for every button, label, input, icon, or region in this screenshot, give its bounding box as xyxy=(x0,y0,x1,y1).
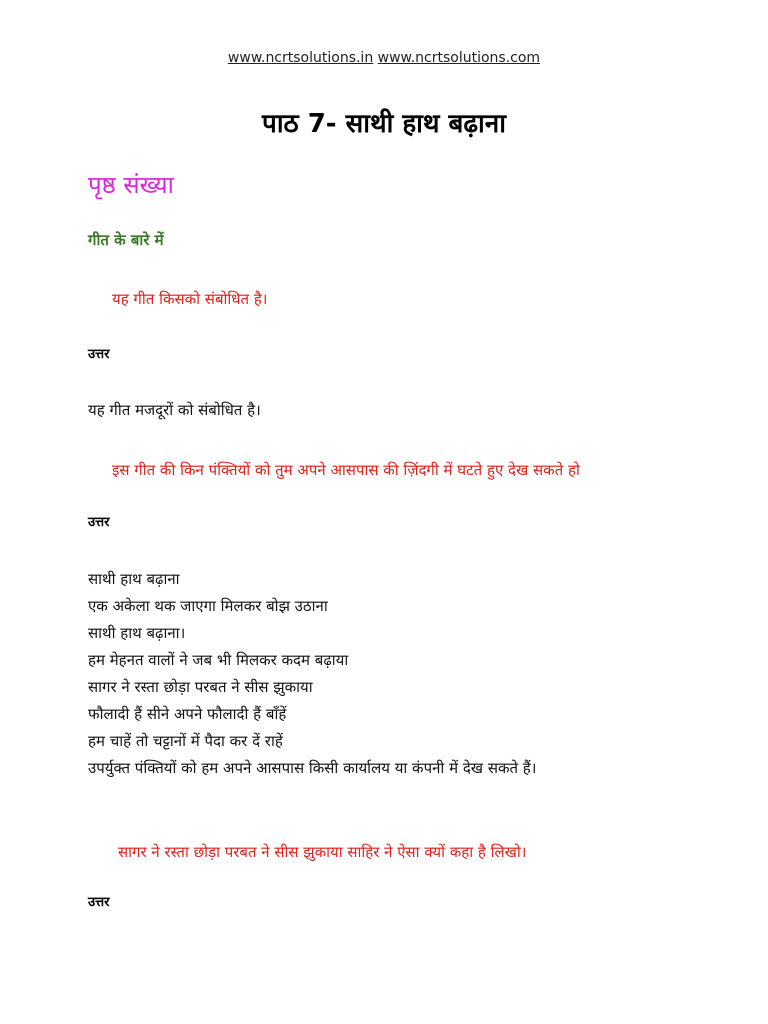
answer-line: सागर ने रस्ता छोड़ा परबत ने सीस झुकाया xyxy=(88,678,313,696)
section-heading: पृष्ठ संख्या xyxy=(88,171,174,199)
answer-line: हम चाहें तो चट्टानों में पैदा कर दें राहें xyxy=(88,732,283,750)
answer-1: यह गीत मजदूरों को संबोधित है। xyxy=(88,401,261,419)
answer-2-lines xyxy=(88,566,536,782)
answer-label-3: उत्तर xyxy=(88,895,110,910)
answer-label-2: उत्तर xyxy=(88,515,110,530)
question-2: इस गीत की किन पंक्तियों को तुम अपने आसपास की ज़िंदगी में घटते हुए देख सकते हो xyxy=(112,461,580,479)
header-link-in[interactable]: www.ncrtsolutions.in xyxy=(227,50,374,66)
page-title: पाठ 7- साथी हाथ बढ़ाना xyxy=(262,109,506,139)
header-link-com[interactable]: www.ncrtsolutions.com xyxy=(377,50,541,66)
question-3: सागर ने रस्ता छोड़ा परबत ने सीस झुकाया साहिर ने ऐसा क्यों कहा है लिखो। xyxy=(118,843,527,861)
answer-label-1: उत्तर xyxy=(88,347,110,362)
answer-line: हम मेहनत वालों ने जब भी मिलकर कदम बढ़ाया xyxy=(88,651,349,669)
answer-line: साथी हाथ बढ़ाना xyxy=(88,570,180,588)
answer-line: फौलादी हैं सीने अपने फौलादी हैं बाँहें xyxy=(88,705,287,723)
question-1: यह गीत किसको संबोधित है। xyxy=(112,290,268,308)
answer-line: साथी हाथ बढ़ाना। xyxy=(88,624,186,642)
header-links xyxy=(0,50,768,66)
subheading: गीत के बारे में xyxy=(88,231,164,249)
answer-line: एक अकेला थक जाएगा मिलकर बोझ उठाना xyxy=(88,597,328,615)
answer-line: उपर्युक्त पंक्तियों को हम अपने आसपास किसी कार्यालय या कंपनी में देख सकते हैं। xyxy=(88,759,537,777)
